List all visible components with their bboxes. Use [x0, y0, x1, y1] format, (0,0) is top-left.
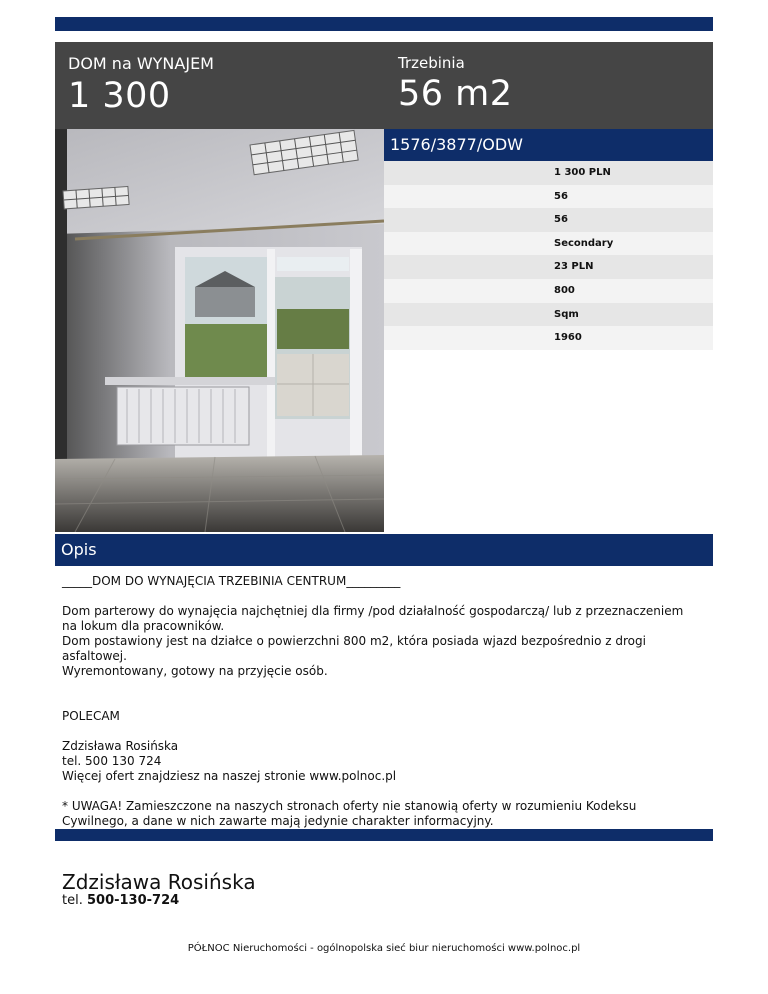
listing-price: 1 300	[68, 76, 171, 116]
agent-name: Zdzisława Rosińska	[62, 870, 256, 894]
detail-row: 23 PLN	[384, 255, 713, 279]
description-line: Dom postawiony jest na działce o powierzchni 800 m2, która posiada wjazd bezpośrednio z drogi asfaltowej.	[62, 634, 646, 663]
detail-row: Secondary	[384, 232, 713, 256]
agent-tel-number: 500-130-724	[86, 893, 180, 908]
top-bar	[55, 17, 713, 31]
description-text	[62, 574, 702, 829]
divider-bar	[55, 829, 713, 841]
reference-bar	[384, 129, 713, 161]
detail-row: 1960	[384, 326, 713, 350]
detail-row: 56	[384, 208, 713, 232]
detail-row: Sqm	[384, 303, 713, 327]
detail-row: 56	[384, 185, 713, 209]
disclaimer: * UWAGA! Zamieszczone na naszych stronach oferty nie stanowią oferty w rozumieniu Kodeksu Cywilnego, a dane w nich zawarte mają jedynie charakter informacyjny.	[62, 799, 637, 828]
description-line: Wyremontowany, gotowy na przyjęcie osób.	[62, 664, 328, 678]
reference-number: 1576/3877/ODW	[390, 135, 523, 154]
agent-phone	[62, 893, 179, 908]
listing-header	[55, 42, 713, 129]
more-offers: Więcej ofert znajdziesz na naszej stronie www.polnoc.pl	[62, 769, 397, 783]
listing-area: 56 m2	[398, 74, 513, 114]
contact-name: Zdzisława Rosińska	[62, 739, 179, 753]
property-photo	[55, 129, 384, 532]
footer-text: PÓŁNOC Nieruchomości - ogólnopolska sieć biur nieruchomości www.polnoc.pl	[187, 943, 581, 954]
contact-tel: tel. 500 130 724	[62, 754, 162, 768]
description-line: Dom parterowy do wynajęcia najchętniej dla firmy /pod działalność gospodarczą/ lub z przeznaczeniem na lokum dla pracowników.	[62, 604, 684, 633]
agent-tel-label: tel.	[62, 893, 83, 908]
description-heading: Opis	[61, 540, 97, 559]
header-left	[68, 54, 214, 116]
description-title: _____DOM DO WYNAJĘCIA TRZEBINIA CENTRUM_________	[62, 574, 401, 588]
recommend-text: POLECAM	[62, 709, 120, 723]
header-right	[398, 53, 513, 114]
details-table	[384, 161, 713, 350]
detail-row: 800	[384, 279, 713, 303]
listing-type: DOM na WYNAJEM	[68, 54, 214, 73]
detail-row: 1 300 PLN	[384, 161, 713, 185]
description-bar	[55, 534, 713, 566]
listing-city: Trzebinia	[398, 54, 465, 72]
